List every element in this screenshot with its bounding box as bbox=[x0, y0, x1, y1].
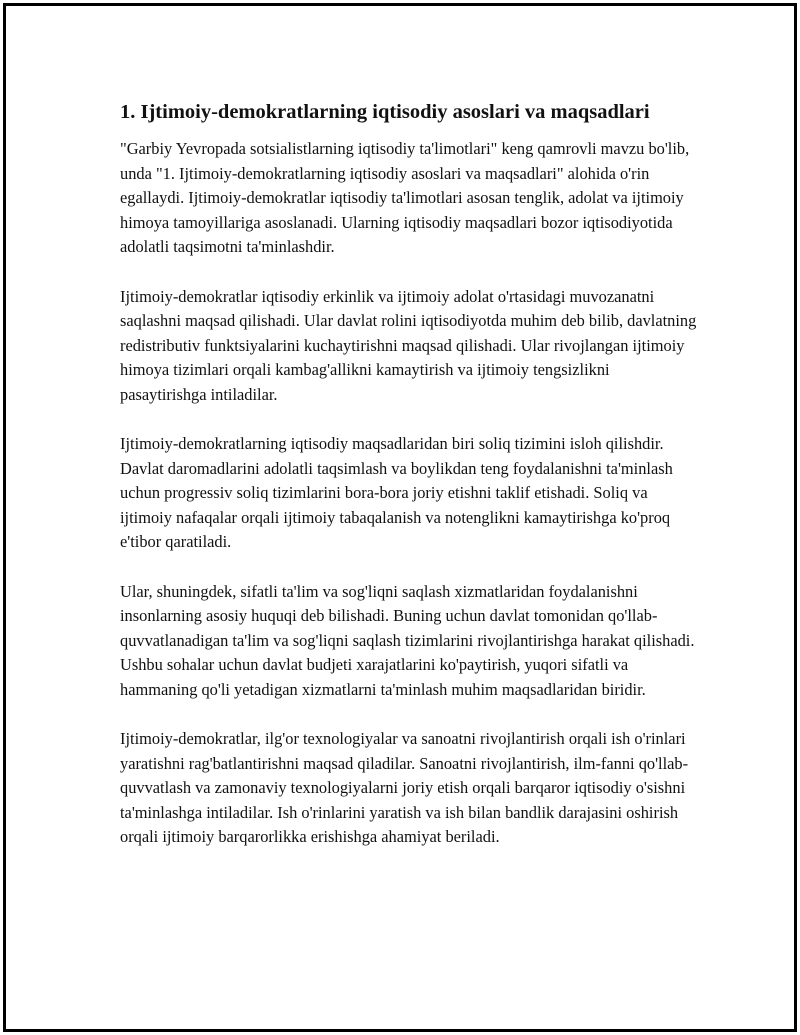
paragraph-3: Ijtimoiy-demokratlarning iqtisodiy maqsadlaridan biri soliq tizimini isloh qilishdir. Davlat daromadlarini adolatli taqsimlash va boylikdan teng foydalanishni ta'minlash uchun progressiv soliq tizimlarini bora-bora joriy etishni taklif etishadi. Soliq va ijtimoiy nafaqalar orqali ijtimoiy tabaqalanish va notenglikni kamaytirishga ko'proq e'tibor qaratiladi. bbox=[120, 434, 673, 551]
paragraph-2: Ijtimoiy-demokratlar iqtisodiy erkinlik va ijtimoiy adolat o'rtasidagi muvozanatni saqlashni maqsad qilishadi. Ular davlat rolini iqtisodiyotda muhim deb bilib, davlatning redistributiv funktsiyalarini kuchaytirishni maqsad qilishadi. Ular rivojlangan ijtimoiy himoya tizimlari orqali kambag'allikni kamaytirish va ijtimoiy tengsizlikni pasaytirishga intiladilar. bbox=[120, 286, 697, 404]
page-frame bbox=[3, 3, 797, 1032]
paragraph-5: Ijtimoiy-demokratlar, ilg'or texnologiyalar va sanoatni rivojlantirish orqali ish o'rinlari yaratishni rag'batlantirishni maqsad qiladilar. Sanoatni rivojlantirish, ilm-fanni qo'llab-quvvatlash va zamonaviy texnologiyalarni joriy etish orqali barqaror iqtisodiy o'sishni ta'minlashga intiladilar. Ish o'rinlarini yaratish va ish bilan bandlik darajasini oshirish orqali ijtimoiy barqarorlikka erishishga ahamiyat beriladi. bbox=[120, 729, 689, 846]
paragraph-4: Ular, shuningdek, sifatli ta'lim va sog'liqni saqlash xizmatlaridan foydalanishni insonlarning asosiy huquqi deb bilishadi. Buning uchun davlat tomonidan qo'llab-quvvatlanadigan ta'lim va sog'liqni saqlash tizimlarini rivojlantirishga harakat qilishadi. Ushbu sohalar uchun davlat budjeti xarajatlarini ko'paytirish, yuqori sifatli va hammaning qo'li yetadigan xizmatlarni ta'minlash muhim maqsadlaridan biridir. bbox=[120, 581, 695, 699]
section-title: 1. Ijtimoiy-demokratlarning iqtisodiy asoslari va maqsadlari bbox=[120, 101, 650, 123]
paragraph-1: "Garbiy Yevropada sotsialistlarning iqtisodiy ta'limotlari" keng qamrovli mavzu bo'lib, unda "1. Ijtimoiy-demokratlarning iqtisodiy asoslari va maqsadlari" alohida o'rin egallaydi. Ijtimoiy-demokratlar iqtisodiy ta'limotlari asosan tenglik, adolat va ijtimoiy himoya tamoyillariga asoslanadi. Ularning iqtisodiy maqsadlari bozor iqtisodiyotida adolatli taqsimotni ta'minlashdir. bbox=[120, 139, 690, 256]
document-body bbox=[120, 98, 700, 875]
